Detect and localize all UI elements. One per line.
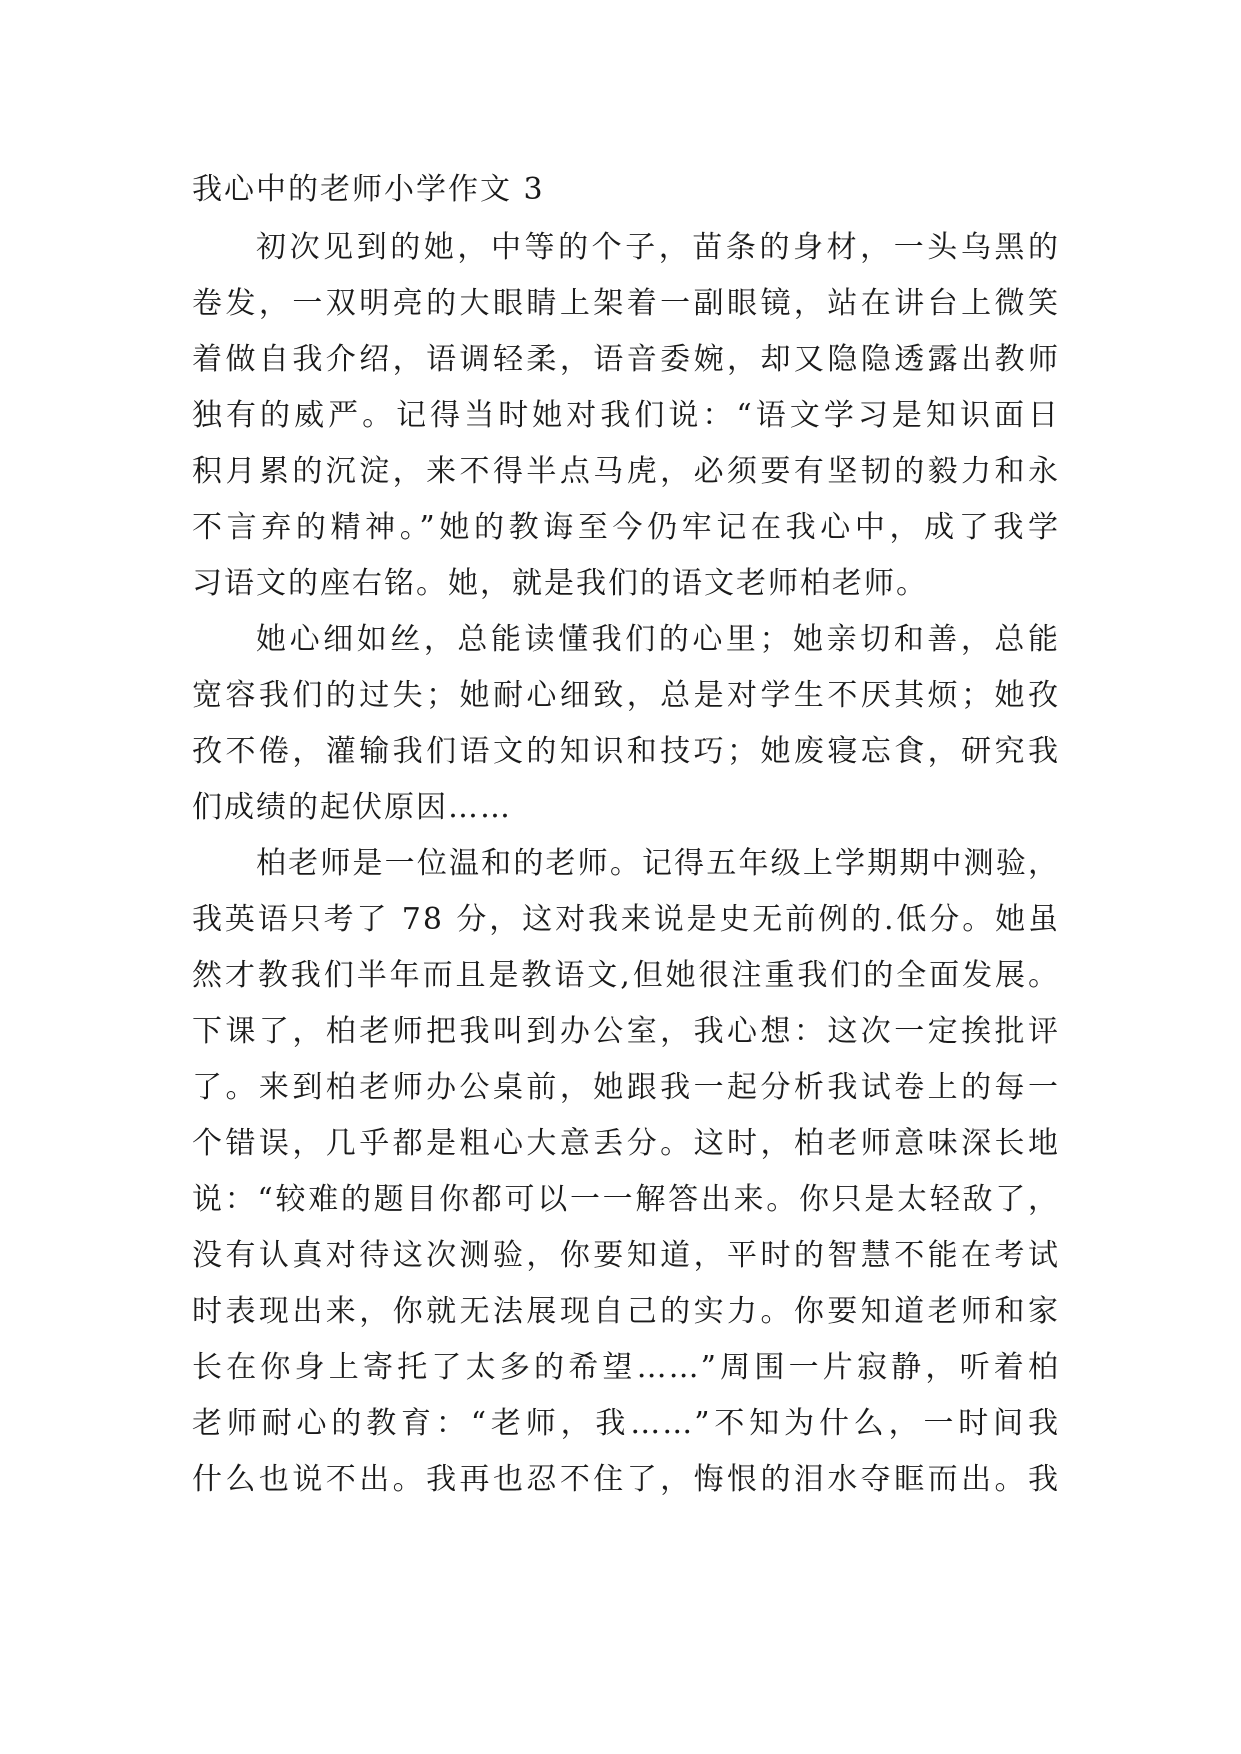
text-line: 个错误，几乎都是粗心大意丢分。这时，柏老师意味深长地 — [192, 1126, 1060, 1161]
text-line: 了。来到柏老师办公桌前，她跟我一起分析我试卷上的每一 — [192, 1070, 1060, 1105]
text-line: 独有的威严。记得当时她对我们说：“语文学习是知识面日 — [192, 398, 1060, 433]
text-line: 她心细如丝，总能读懂我们的心里；她亲切和善，总能 — [256, 622, 1060, 657]
text-line: 没有认真对待这次测验，你要知道，平时的智慧不能在考试 — [192, 1238, 1060, 1273]
text-line: 柏老师是一位温和的老师。记得五年级上学期期中测验， — [256, 846, 1060, 881]
document-body — [192, 160, 1060, 1508]
text-line: 说：“较难的题目你都可以一一解答出来。你只是太轻敌了， — [192, 1182, 1060, 1217]
text-line: 不言弃的精神。”她的教诲至今仍牢记在我心中，成了我学 — [192, 510, 1060, 545]
text-line: 什么也说不出。我再也忍不住了，悔恨的泪水夺眶而出。我 — [192, 1462, 1060, 1497]
text-line: 积月累的沉淀，来不得半点马虎，必须要有坚韧的毅力和永 — [192, 454, 1060, 489]
text-line: 老师耐心的教育：“老师，我……”不知为什么，一时间我 — [192, 1406, 1060, 1441]
text-line: 下课了，柏老师把我叫到办公室，我心想：这次一定挨批评 — [192, 1014, 1060, 1049]
text-line: 们成绩的起伏原因…… — [192, 790, 512, 825]
paragraph-2 — [192, 612, 1060, 836]
document-title: 我心中的老师小学作文 3 — [192, 172, 545, 207]
text-line: 卷发，一双明亮的大眼睛上架着一副眼镜，站在讲台上微笑 — [192, 286, 1060, 321]
text-line: 孜不倦，灌输我们语文的知识和技巧；她废寝忘食，研究我 — [192, 734, 1060, 769]
text-line: 宽容我们的过失；她耐心细致，总是对学生不厌其烦；她孜 — [192, 678, 1060, 713]
text-line: 我英语只考了 78 分，这对我来说是史无前例的.低分。她虽 — [192, 902, 1060, 937]
paragraph-1 — [192, 220, 1060, 612]
text-line: 习语文的座右铭。她，就是我们的语文老师柏老师。 — [192, 566, 928, 601]
text-line: 初次见到的她，中等的个子，苗条的身材，一头乌黑的 — [256, 230, 1060, 265]
text-line: 长在你身上寄托了太多的希望……”周围一片寂静，听着柏 — [192, 1350, 1060, 1385]
text-line: 时表现出来，你就无法展现自己的实力。你要知道老师和家 — [192, 1294, 1060, 1329]
paragraph-3 — [192, 836, 1060, 1508]
text-line: 着做自我介绍，语调轻柔，语音委婉，却又隐隐透露出教师 — [192, 342, 1060, 377]
text-line: 然才教我们半年而且是教语文,但她很注重我们的全面发展。 — [192, 958, 1060, 993]
